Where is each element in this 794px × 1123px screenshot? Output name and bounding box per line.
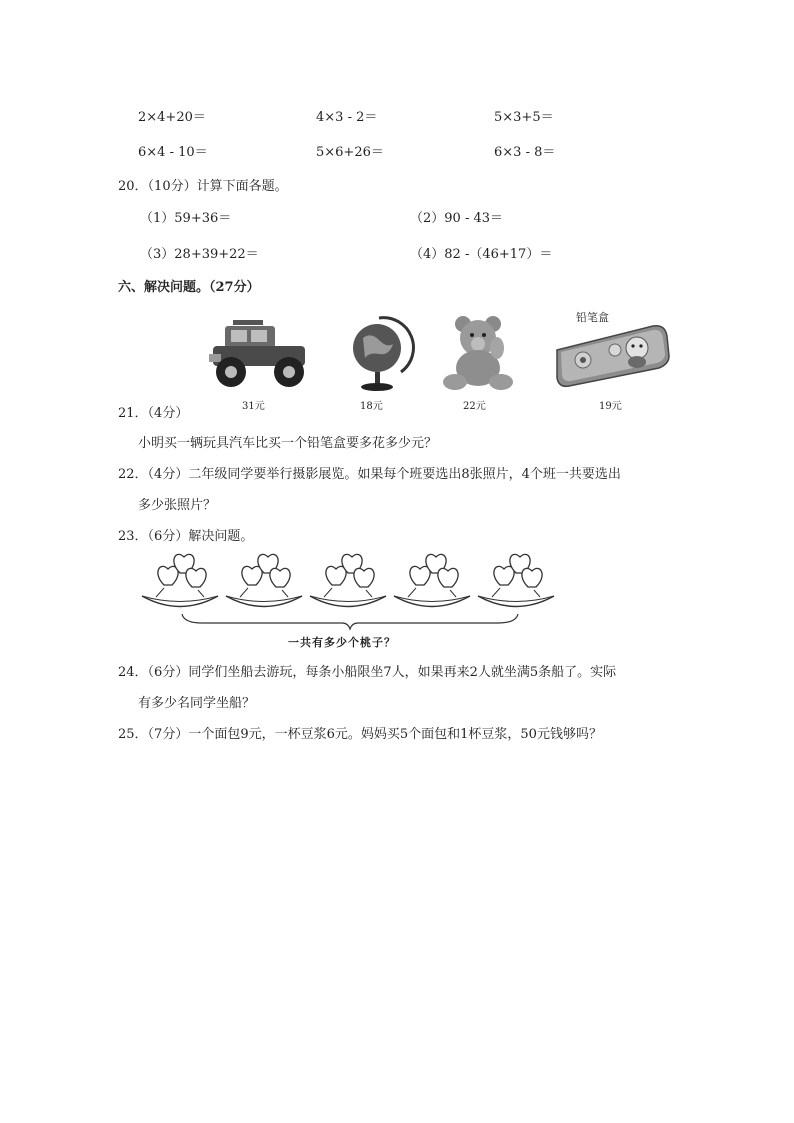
q21-header: 21．（4分） xyxy=(118,406,189,421)
q20-item-1: （1）59+36＝ xyxy=(140,211,232,226)
q22-line-2: 多少张照片？ xyxy=(138,498,217,513)
globe-image xyxy=(349,314,409,394)
q25-text: 25．（7分）一个面包9元，一杯豆浆6元。妈妈买5个面包和1杯豆浆，50元钱够吗？ xyxy=(118,727,602,742)
q23-header: 23．（6分）解决问题。 xyxy=(118,529,254,544)
price-globe: 18元 xyxy=(360,401,383,412)
q20-item-4: （4）82 -（46+17）＝ xyxy=(410,247,553,262)
toy-car-image xyxy=(205,316,313,390)
calc-5: 5×6+26＝ xyxy=(316,145,384,160)
teddy-bear-image xyxy=(441,314,515,392)
pencil-box-label: 铅笔盒 xyxy=(576,311,609,324)
q20-item-2: （2）90 - 43＝ xyxy=(410,211,504,226)
price-teddy-bear: 22元 xyxy=(463,401,486,412)
calc-6: 6×3 - 8＝ xyxy=(494,145,556,160)
q22-line-1: 22．（4分）二年级同学要举行摄影展览。如果每个班要选出8张照片，4个班一共要选出 xyxy=(118,467,621,482)
price-pencil-box: 19元 xyxy=(599,401,622,412)
calc-1: 2×4+20＝ xyxy=(138,110,206,125)
pencil-box-image xyxy=(553,322,671,388)
calc-4: 6×4 - 10＝ xyxy=(138,145,208,160)
q20-item-3: （3）28+39+22＝ xyxy=(140,247,259,262)
calc-3: 5×3+5＝ xyxy=(494,110,554,125)
price-toy-car: 31元 xyxy=(242,401,265,412)
q24-line-1: 24．（6分）同学们坐船去游玩，每条小船限坐7人，如果再来2人就坐满5条船了。实际 xyxy=(118,665,617,680)
section-title: 六、解决问题。（27分） xyxy=(118,280,260,295)
q20-header: 20．（10分）计算下面各题。 xyxy=(118,179,288,194)
peach-question-caption: 一共有多少个桃子？ xyxy=(288,636,396,649)
calc-2: 4×3 - 2＝ xyxy=(316,110,378,125)
q24-line-2: 有多少名同学坐船？ xyxy=(138,696,256,711)
q21-text: 小明买一辆玩具汽车比买一个铅笔盒要多花多少元？ xyxy=(138,436,438,451)
